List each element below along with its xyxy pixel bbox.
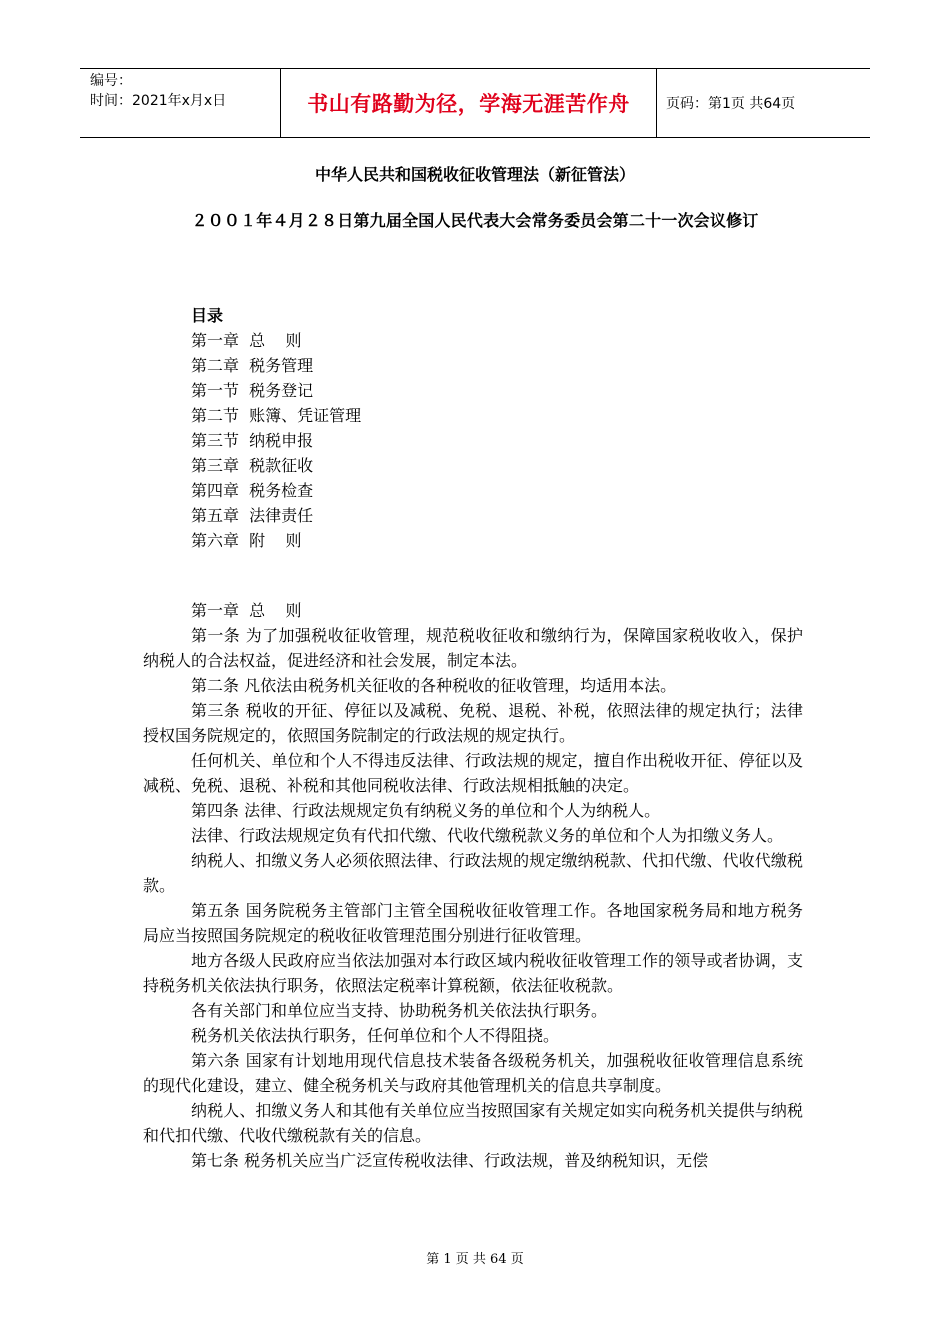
header-time: 时间：2021年x月x日	[90, 93, 227, 109]
header-meta	[90, 71, 275, 111]
header-number: 编号：	[90, 73, 132, 89]
body-paragraph: 第一条 为了加强税收征收管理，规范税收征收和缴纳行为，保障国家税收收入，保护纳税人的合法权益，促进经济和社会发展，制定本法。	[143, 626, 803, 670]
body-paragraph: 各有关部门和单位应当支持、协助税务机关依法执行职务。	[191, 1001, 608, 1020]
toc-item: 第二章 税务管理	[191, 356, 314, 375]
body-paragraph: 纳税人、扣缴义务人必须依照法律、行政法规的规定缴纳税款、代扣代缴、代收代缴税款。	[143, 851, 803, 895]
body-paragraph: 纳税人、扣缴义务人和其他有关单位应当按照国家有关规定如实向税务机关提供与纳税和代扣代缴、代收代缴税款有关的信息。	[143, 1101, 803, 1145]
header-page-info: 页码：第1页 共64页	[666, 96, 796, 112]
body-paragraph: 任何机关、单位和个人不得违反法律、行政法规的规定，擅自作出税收开征、停征以及减税、免税、退税、补税和其他同税收法律、行政法规相抵触的决定。	[143, 751, 803, 795]
body-paragraph: 第七条 税务机关应当广泛宣传税收法律、行政法规，普及纳税知识，无偿	[191, 1151, 709, 1170]
toc-item: 第三节 纳税申报	[191, 431, 314, 450]
header-divider-right	[656, 69, 657, 137]
body-paragraph: 第二条 凡依法由税务机关征收的各种税收的征收管理，均适用本法。	[191, 676, 677, 695]
body-paragraph: 第六条 国家有计划地用现代信息技术装备各级税务机关，加强税收征收管理信息系统的现代化建设，建立、健全税务机关与政府其他管理机关的信息共享制度。	[143, 1051, 803, 1095]
body-paragraph: 税务机关依法执行职务，任何单位和个人不得阻挠。	[191, 1026, 560, 1045]
document-title: 中华人民共和国税收征收管理法（新征管法）	[314, 165, 635, 184]
toc-item: 第四章 税务检查	[191, 481, 314, 500]
toc-item: 第一节 税务登记	[191, 381, 314, 400]
toc-item: 第五章 法律责任	[191, 506, 314, 525]
body-paragraph: 法律、行政法规规定负有代扣代缴、代收代缴税款义务的单位和个人为扣缴义务人。	[191, 826, 784, 845]
body-paragraph: 第三条 税收的开征、停征以及减税、免税、退税、补税，依照法律的规定执行；法律授权国务院规定的，依照国务院制定的行政法规的规定执行。	[143, 701, 803, 745]
page-footer: 第 1 页 共 64 页	[426, 1252, 524, 1267]
toc-item: 第二节 账簿、凭证管理	[191, 406, 362, 425]
toc-item: 第一章 总 则	[191, 331, 302, 350]
page-header	[80, 68, 870, 138]
header-motto: 书山有路勤为径，学海无涯苦作舟	[307, 92, 630, 116]
document-subtitle: ２００１年４月２８日第九届全国人民代表大会常务委员会第二十一次会议修订	[191, 211, 759, 230]
toc-heading: 目录	[191, 306, 224, 325]
table-of-contents	[191, 303, 361, 553]
body-paragraph: 第四条 法律、行政法规规定负有纳税义务的单位和个人为纳税人。	[191, 801, 661, 820]
document-body	[143, 598, 803, 1173]
toc-item: 第三章 税款征收	[191, 456, 314, 475]
body-paragraph: 地方各级人民政府应当依法加强对本行政区域内税收征收管理工作的领导或者协调，支持税务机关依法执行职务，依照法定税率计算税额，依法征收税款。	[143, 951, 803, 995]
toc-item: 第六章 附 则	[191, 531, 302, 550]
chapter-heading: 第一章 总 则	[191, 601, 302, 620]
body-paragraph: 第五条 国务院税务主管部门主管全国税收征收管理工作。各地国家税务局和地方税务局应当按照国务院规定的税收征收管理范围分别进行征收管理。	[143, 901, 803, 945]
